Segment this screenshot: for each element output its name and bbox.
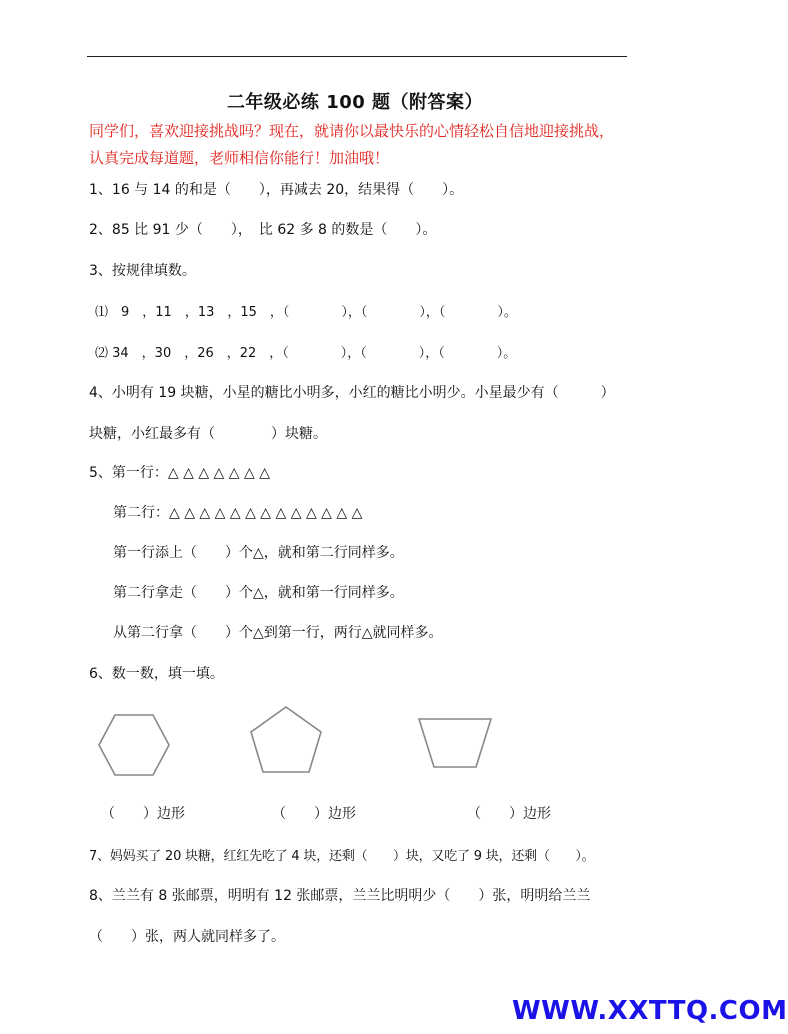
question-8-line-1: 8、兰兰有 8 张邮票，明明有 12 张邮票，兰兰比明明少（ ）张，明明给兰兰 <box>89 888 591 904</box>
pentagon-answer: （ ）边形 <box>272 806 356 822</box>
hexagon-shape <box>96 712 172 778</box>
question-2: 2、85 比 91 少（ ）， 比 62 多 8 的数是（ ）。 <box>89 222 437 238</box>
question-6: 6、数一数，填一填。 <box>89 666 224 682</box>
question-5-c: 从第二行拿（ ）个△到第一行，两行△就同样多。 <box>113 625 443 641</box>
question-1: 1、16 与 14 的和是（ ），再减去 20，结果得（ ）。 <box>89 182 464 198</box>
question-3-part-2: ⑵ 34 ，30 ，26 ，22 ，（ ），（ ），（ ）。 <box>95 346 517 361</box>
trapezoid-answer: （ ）边形 <box>467 806 551 822</box>
pentagon-shape <box>248 704 324 774</box>
hexagon-answer: （ ）边形 <box>101 806 185 822</box>
question-3-part-1: ⑴ 9 ，11 ，13 ，15 ，（ ），（ ），（ ）。 <box>95 305 517 320</box>
question-3: 3、按规律填数。 <box>89 263 196 279</box>
question-7: 7、妈妈买了 20 块糖，红红先吃了 4 块，还剩（ ）块，又吃了 9 块，还剩（ ）。 <box>89 849 595 864</box>
top-rule <box>87 56 627 57</box>
watermark-logo: WWW.XXTTQ.COM <box>512 996 788 1026</box>
question-5-row-2: 第二行：△ △ △ △ △ △ △ △ △ △ △ △ △ <box>113 505 363 521</box>
question-5-b: 第二行拿走（ ）个△，就和第一行同样多。 <box>113 585 404 601</box>
question-5-a: 第一行添上（ ）个△，就和第二行同样多。 <box>113 545 404 561</box>
question-8-line-2: （ ）张，两人就同样多了。 <box>89 929 285 945</box>
question-4-line-2: 块糖，小红最多有（ ）块糖。 <box>89 426 327 442</box>
intro-line-2: 认真完成每道题，老师相信你能行！加油哦！ <box>89 149 390 167</box>
question-5: 5、第一行：△ △ △ △ △ △ △ <box>89 465 270 481</box>
page-title: 二年级必练 100 题（附答案） <box>226 92 484 113</box>
intro-line-1: 同学们，喜欢迎接挑战吗？现在，就请你以最快乐的心情轻松自信地迎接挑战， <box>89 122 615 140</box>
trapezoid-shape <box>416 716 494 770</box>
question-4-line-1: 4、小明有 19 块糖，小星的糖比小明多，小红的糖比小明少。小星最少有（ ） <box>89 385 615 401</box>
